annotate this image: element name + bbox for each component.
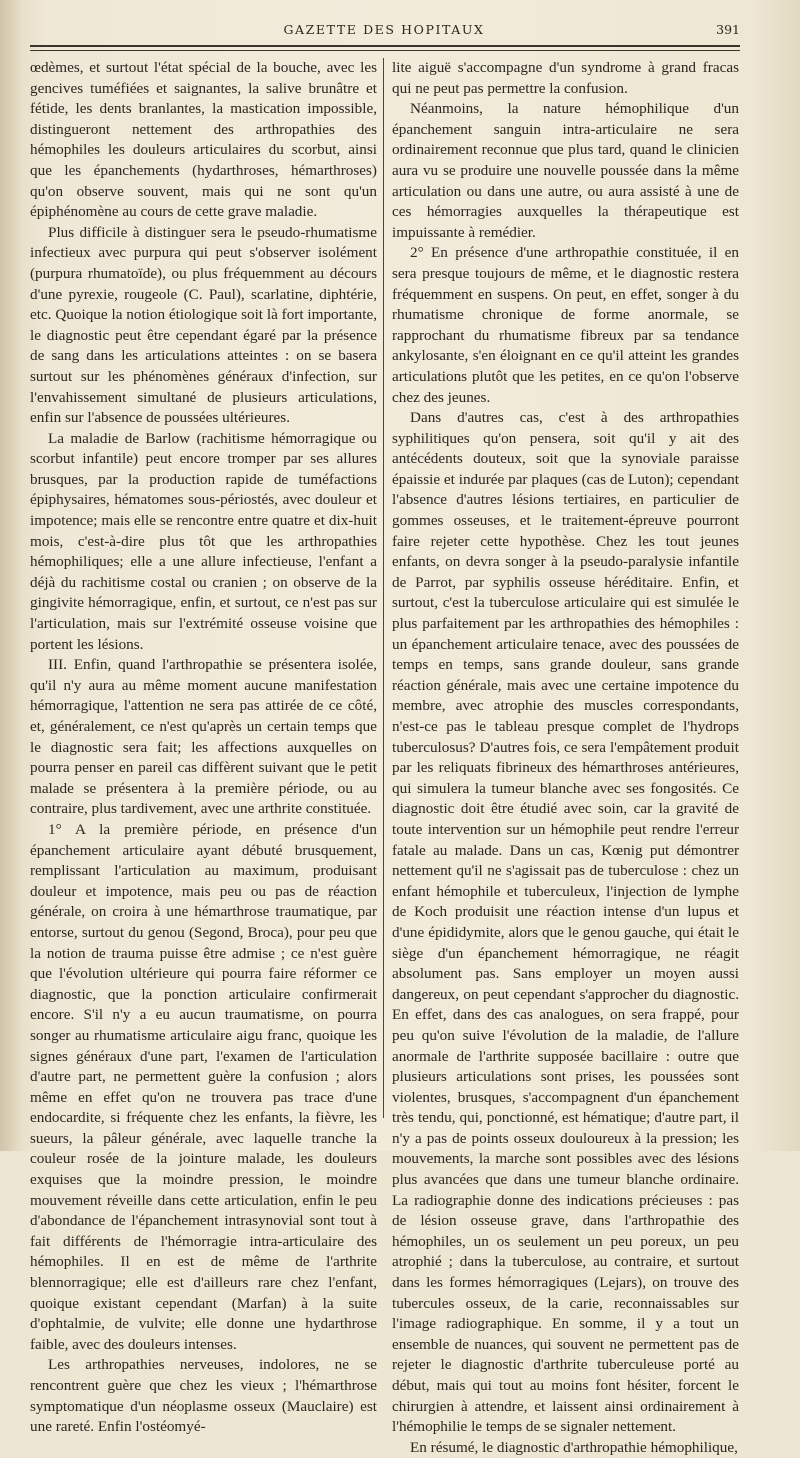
column-divider: [383, 58, 384, 1118]
paragraph: 1° A la première période, en présence d'un épanchement articulaire ayant débuté brusquement, remplissant l'articulation au maximum, produisant douleur et impotence, mais peu ou pas de réaction générale, on croira à une hémarthrose traumatique, par entorse, surtout du genou (Segond, Broca), pour peu que la notion de trauma puisse être admise ; ce n'est guère que l'évolution ultérieure qui pourra faire réformer ce diagnostic, que la ponction articulaire confirmerait encore. S'il n'y a eu aucun traumatisme, on pourra songer au rhumatisme articulaire aigu franc, quoique les signes généraux d'une part, l'examen de l'articulation d'autre part, ne permettent guère la confusion ; alors même en effet qu'on ne trouvera pas trace d'une endocardite, si fréquente chez les enfants, la fièvre, les sueurs, la pâleur générale, avec laquelle tranche la couleur rosée de la jointure malade, les douleurs exquises que la moindre pression, le moindre mouvement réveille dans cette articulation, enfin le peu d'abondance de l'épanchement intrasynovial sont tout à fait différents de l'hémorragie intra-articulaire des hémophiles. Il en est de même de l'arthrite blennorragique; elle est d'ailleurs rare chez l'enfant, quoique existant cependant (Marfan) à la suite d'ophtalmie, de vulvite; elle donne une hydarthrose faible, avec des douleurs intenses.: [30, 820, 377, 1353]
paragraph: œdèmes, et surtout l'état spécial de la bouche, avec les gencives tuméfiées et saignantes, la salive brunâtre et fétide, les dents branlantes, la mastication impossible, distingueront nettement des arthropathies des hémophiles les douleurs articulaires du scorbut, ainsi que les épanchements (hydarthroses, hémarthroses) qu'on observe souvent, mais qui ne sont qu'un épiphénomène au cours de cette grave maladie.: [30, 59, 377, 221]
left-column: [30, 58, 377, 1436]
header-rule-thin: [30, 50, 740, 51]
page-header: [28, 20, 740, 44]
page-number: 391: [716, 22, 740, 37]
paragraph: 2° En présence d'une arthropathie constituée, il en sera presque toujours de même, et le diagnostic restera fréquemment en suspens. On peut, en effet, songer à du rhumatisme chronique de forme anormale, se rapprochant du rhumatisme fibreux par sa tendance ankylosante, s'en éloignant en ce qu'il atteint les grandes articulations plutôt que les petites, en ce qu'on l'observe chez des jeunes.: [392, 244, 739, 406]
page-edge-shadow: [0, 0, 22, 1151]
paragraph: III. Enfin, quand l'arthropathie se présentera isolée, qu'il n'y aura au même moment aucune manifestation hémorragique, l'attention ne sera pas attirée de ce côté, et, généralement, ce n'est qu'après un certain temps que le diagnostic sera fait; les affections auxquelles on pourra penser en pareil cas diffèrent suivant que le petit malade se présentera à la première période, ou au contraire, plus tardivement, avec une arthrite constituée.: [30, 656, 377, 818]
paragraph: Les arthropathies nerveuses, indolores, ne se rencontrent guère que chez les vieux ; l'hémarthrose symptomatique d'un néoplasme osseux (Mauclaire) est une rareté. Enfin l'ostéomyé-: [30, 1356, 377, 1436]
journal-title: GAZETTE DES HOPITAUX: [283, 22, 485, 37]
paragraph: Néanmoins, la nature hémophilique d'un épanchement sanguin intra-articulaire ne sera ordinairement reconnue que plus tard, quand le clinicien aura vu se produire une nouvelle poussée dans la même articulation ou dans une autre, ou aura assisté à une de ces hémorragies auxquelles la thérapeutique est impuissante à remédier.: [392, 100, 739, 241]
paragraph: lite aiguë s'accompagne d'un syndrome à grand fracas qui ne peut pas permettre la confusion.: [392, 59, 739, 97]
paragraph: La maladie de Barlow (rachitisme hémorragique ou scorbut infantile) peut encore tromper par ses allures brusques, par la production rapide de tuméfactions épiphysaires, hématomes sous-périostés, avec douleur et impotence; mais elle se rencontre entre quatre et dix-huit mois, c'est-à-dire plus tôt que les arthropathies hémophiliques; elle a une allure infectieuse, l'enfant a déjà du rachitisme costal ou cranien ; on observe de la gingivite hémorragique, enfin, et surtout, ce n'est pas sur l'articulation, mais sur l'extrémité osseuse voisine que portent les lésions.: [30, 429, 377, 653]
paragraph: Plus difficile à distinguer sera le pseudo-rhumatisme infectieux avec purpura qui peut s'observer isolément (purpura rhumatoïde), ou plus fréquemment au décours d'une pyrexie, rougeole (C. Paul), scarlatine, diphtérie, etc. Quoique la notion étiologique soit là fort importante, le diagnostic peut être cependant égaré par la présence de sang dans les articulations atteintes : on se basera surtout sur les phénomènes généraux d'infection, sur l'envahissement simultané de plusieurs articulations, enfin sur l'absence de poussées ultérieures.: [30, 223, 377, 427]
right-column: [392, 58, 739, 1456]
header-rule-thick: [30, 45, 740, 47]
paragraph: En résumé, le diagnostic d'arthropathie hémophilique,: [410, 1438, 738, 1456]
paragraph: Dans d'autres cas, c'est à des arthropathies syphilitiques qu'on pensera, soit qu'il y ait des antécédents douteux, soit que la synoviale paraisse épaissie et indurée par plaques (cas de Luton); cependant l'absence d'autres lésions tertiaires, en particulier de gommes osseuses, et le traitement-épreuve pourront faire rejeter cette hypothèse. Chez les tout jeunes enfants, on devra songer à la pseudo-paralysie infantile de Parrot, par syphilis osseuse héréditaire. Enfin, et surtout, c'est la tuberculose articulaire qui est simulée le plus parfaitement par les arthropathies des hémophiles : un épanchement articulaire tenace, avec des poussées de temps en temps, sans grande douleur, sans grande réaction générale, mais avec une certaine impotence du membre, avec atrophie des muscles correspondants, n'est-ce pas le tableau presque complet de l'hydrops tuberculosus? D'autres fois, ce sera l'empâtement produit par les reliquats fibrineux des hémarthroses antérieures, qui simulera la tumeur blanche avec ses fongosités. Ce diagnostic doit être étudié avec soin, car la gravité de toute intervention sur un hémophile peut rendre l'erreur fatale au malade. Dans un cas, Kœnig put démontrer nettement qu'il ne s'agissait pas de tuberculose : chez un enfant hémophile et tuberculeux, l'injection de lymphe de Koch produisit une réaction intense d'un lupus et d'une épididymite, alors que le genou gauche, qui était le siège d'un épanchement hémorragique, ne réagit absolument pas. Sans employer un moyen aussi dangereux, on peut cependant s'approcher du diagnostic. En effet, dans des cas analogues, on sera frappé, pour peu qu'on suive l'évolution de la maladie, de l'allure anormale de l'arthrite supposée bacillaire : outre que plusieurs articulations sont prises, les poussées sont violentes, brusques, s'accompagnent d'un épanchement très tendu, qui, ponctionné, est hématique; d'autre part, il n'y a pas de points osseux douloureux à la pression; les mouvements, la marche sont possibles avec des lésions plus avancées que dans une tumeur blanche ordinaire. La radiographie donne des indications précieuses : pas de lésion osseuse grave, dans l'arthropathie des hémophiles, un os seulement un peu poreux, un peu atrophié ; dans la tuberculose, au contraire, et surtout dans les formes hémorragiques (Lejars), on trouve des tubercules osseux, de la carie, reconnaissables sur l'image radiographique. En somme, il y a tout un ensemble de nuances, qui souvent ne permettent pas de rejeter le diagnostic d'arthrite tuberculeuse porté au début, mais qui tout au moins font hésiter, forcent le chirurgien à attendre, et laissent ainsi ordinairement à l'hémophilie le temps de se signaler nettement.: [392, 409, 739, 1436]
